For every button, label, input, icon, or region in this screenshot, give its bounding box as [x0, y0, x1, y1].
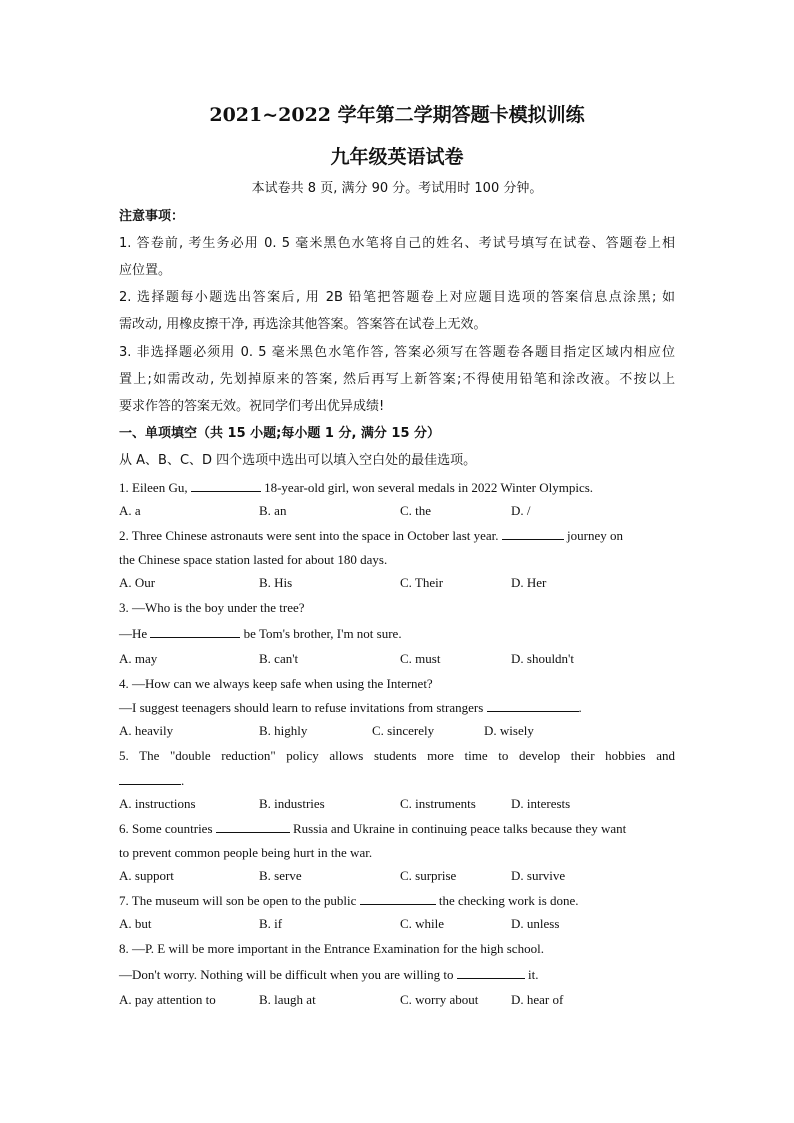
q2-option-b: B. His	[259, 575, 293, 590]
q1-option-a: A. a	[119, 503, 141, 518]
q7-option-a: A. but	[119, 916, 152, 931]
note-3-line-2: 置上;如需改动, 先划掉原来的答案, 然后再写上新答案;不得使用铅笔和涂改液。不按以上	[119, 372, 675, 387]
q1-option-b: B. an	[259, 503, 287, 518]
question-2-line-2: the Chinese space station lasted for about 180 days.	[119, 552, 388, 567]
question-8-line-2	[119, 966, 675, 984]
q2-option-a: A. Our	[119, 575, 156, 590]
note-2-line-2: 需改动, 用橡皮擦干净, 再选涂其他答案。答案答在试卷上无效。	[119, 317, 487, 332]
note-1-line-2: 应位置。	[119, 263, 172, 278]
q1-blank	[191, 479, 261, 492]
q4-option-d: D. wisely	[484, 723, 534, 738]
q8-option-a: A. pay attention to	[119, 992, 216, 1007]
q4-blank	[487, 699, 579, 712]
q3-blank	[150, 625, 240, 638]
question-5-line-1: 5. The "double reduction" policy allows students more time to develop their hobbies and	[119, 748, 675, 763]
q3-option-a: A. may	[119, 651, 158, 666]
q2-blank	[502, 527, 564, 540]
q6-option-a: A. support	[119, 868, 174, 883]
question-4-line-1: 4. —How can we always keep safe when using the Internet?	[119, 676, 433, 691]
q1-text-b: 18-year-old girl, won several medals in 2022 Winter Olympics.	[260, 480, 594, 495]
q3-option-d: D. shouldn't	[511, 651, 575, 666]
q1-option-d: D. /	[511, 503, 531, 518]
q7-option-c: C. while	[400, 916, 445, 931]
q4-text-b: .	[578, 700, 582, 715]
exam-subtitle: 九年级英语试卷	[330, 146, 464, 168]
q7-option-d: D. unless	[511, 916, 560, 931]
q8-blank	[457, 966, 525, 979]
notes-heading: 注意事项：	[119, 209, 185, 224]
q5-option-a: A. instructions	[119, 796, 196, 811]
q3-option-b: B. can't	[259, 651, 299, 666]
q6-option-c: C. surprise	[400, 868, 457, 883]
section-1-instruction: 从 A、B、C、D 四个选项中选出可以填入空白处的最佳选项。	[119, 453, 477, 468]
note-3-line-1: 3. 非选择题必须用 0. 5 毫米黑色水笔作答, 答案必须写在答题卷各题目指定区域内相应位	[119, 345, 675, 360]
q1-option-c: C. the	[400, 503, 432, 518]
question-4-line-2	[119, 699, 675, 717]
note-3-line-3: 要求作答的答案无效。祝同学们考出优异成绩!	[119, 399, 385, 414]
q5-option-d: D. interests	[511, 796, 571, 811]
question-8-line-1: 8. —P. E will be more important in the Entrance Examination for the high school.	[119, 941, 544, 956]
q3-text-b: be Tom's brother, I'm not sure.	[240, 626, 402, 641]
question-7-line-1	[119, 892, 675, 910]
q8-text-a: —Don't worry. Nothing will be difficult when you are willing to	[119, 967, 457, 982]
exam-info: 本试卷共 8 页, 满分 90 分。考试用时 100 分钟。	[251, 181, 543, 196]
q5-text-b: .	[181, 773, 185, 788]
q4-option-a: A. heavily	[119, 723, 174, 738]
q2-text-a: 2. Three Chinese astronauts were sent into the space in October last year.	[119, 528, 502, 543]
q8-option-d: D. hear of	[511, 992, 564, 1007]
q3-option-c: C. must	[400, 651, 441, 666]
question-2-line-1	[119, 527, 675, 545]
question-6-line-2: to prevent common people being hurt in the war.	[119, 845, 373, 860]
q2-text-b: journey on	[563, 528, 623, 543]
q7-blank	[360, 892, 436, 905]
q2-option-c: C. Their	[400, 575, 444, 590]
question-3-line-1: 3. —Who is the boy under the tree?	[119, 600, 305, 615]
question-5-line-2	[119, 772, 675, 790]
q7-text-b: the checking work is done.	[435, 893, 579, 908]
question-6-line-1	[119, 820, 675, 838]
q8-option-c: C. worry about	[400, 992, 479, 1007]
q5-option-c: C. instruments	[400, 796, 476, 811]
section-1-heading: 一、单项填空（共 15 小题;每小题 1 分, 满分 15 分）	[119, 426, 441, 441]
q6-blank	[216, 820, 290, 833]
q8-option-b: B. laugh at	[259, 992, 316, 1007]
q4-text-a: —I suggest teenagers should learn to refuse invitations from strangers	[119, 700, 487, 715]
q4-option-b: B. highly	[259, 723, 308, 738]
q5-blank	[119, 772, 181, 785]
q6-text-a: 6. Some countries	[119, 821, 216, 836]
question-1	[119, 479, 675, 497]
q1-text-a: 1. Eileen Gu,	[119, 480, 191, 495]
q6-option-b: B. serve	[259, 868, 302, 883]
q6-option-d: D. survive	[511, 868, 566, 883]
question-3-line-2	[119, 625, 675, 643]
note-2-line-1: 2. 选择题每小题选出答案后, 用 2B 铅笔把答题卷上对应题目选项的答案信息点涂黑; 如	[119, 290, 675, 305]
q7-option-b: B. if	[259, 916, 283, 931]
q6-text-b: Russia and Ukraine in continuing peace talks because they want	[289, 821, 627, 836]
q3-text-a: —He	[119, 626, 151, 641]
q7-text-a: 7. The museum will son be open to the public	[119, 893, 360, 908]
q8-text-b: it.	[524, 967, 539, 982]
q5-option-b: B. industries	[259, 796, 325, 811]
exam-title: 2021~2022 学年第二学期答题卡模拟训练	[209, 104, 585, 126]
q4-option-c: C. sincerely	[372, 723, 435, 738]
q2-option-d: D. Her	[511, 575, 547, 590]
note-1-line-1: 1. 答卷前, 考生务必用 0. 5 毫米黑色水笔将自己的姓名、考试号填写在试卷、答题卷上相	[119, 236, 675, 251]
